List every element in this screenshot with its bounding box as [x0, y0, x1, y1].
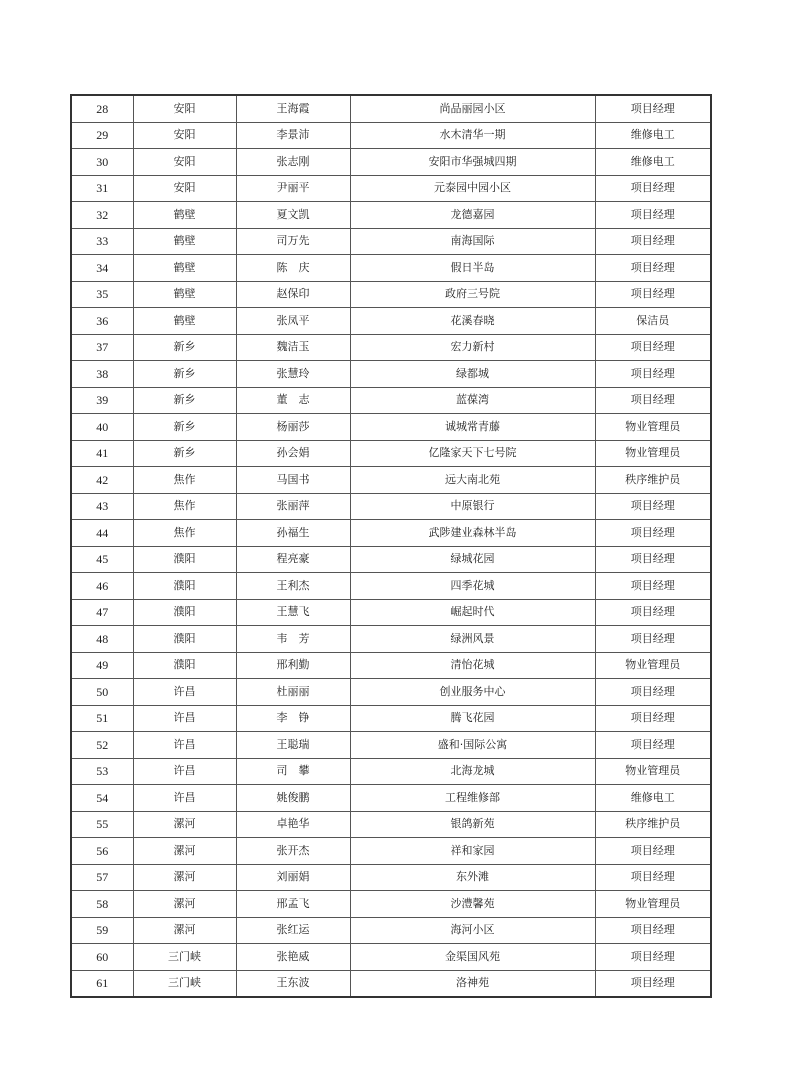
name-cell: 卓艳华 [236, 811, 350, 838]
row-number-cell: 60 [71, 944, 133, 971]
city-cell: 鹤壁 [133, 255, 236, 282]
city-cell: 安阳 [133, 122, 236, 149]
position-cell: 保洁员 [595, 308, 711, 335]
table-row [71, 652, 711, 679]
name-cell: 魏洁玉 [236, 334, 350, 361]
row-number-cell: 42 [71, 467, 133, 494]
table-row [71, 334, 711, 361]
property-cell: 水木清华一期 [350, 122, 595, 149]
row-number-cell: 35 [71, 281, 133, 308]
name-cell: 王利杰 [236, 573, 350, 600]
property-cell: 安阳市华强城四期 [350, 149, 595, 176]
position-cell: 物业管理员 [595, 758, 711, 785]
row-number-cell: 29 [71, 122, 133, 149]
row-number-cell: 49 [71, 652, 133, 679]
position-cell: 项目经理 [595, 705, 711, 732]
name-cell: 赵保印 [236, 281, 350, 308]
table-row [71, 255, 711, 282]
property-cell: 腾飞花园 [350, 705, 595, 732]
position-cell: 项目经理 [595, 387, 711, 414]
table-row [71, 95, 711, 122]
city-cell: 漯河 [133, 838, 236, 865]
property-cell: 清怡花城 [350, 652, 595, 679]
name-cell: 邢孟飞 [236, 891, 350, 918]
position-cell: 物业管理员 [595, 440, 711, 467]
property-cell: 绿洲风景 [350, 626, 595, 653]
row-number-cell: 33 [71, 228, 133, 255]
position-cell: 项目经理 [595, 175, 711, 202]
row-number-cell: 37 [71, 334, 133, 361]
name-cell: 张艳威 [236, 944, 350, 971]
position-cell: 项目经理 [595, 361, 711, 388]
name-cell: 陈 庆 [236, 255, 350, 282]
table-row [71, 493, 711, 520]
staff-list-table [70, 94, 712, 998]
property-cell: 政府三号院 [350, 281, 595, 308]
city-cell: 濮阳 [133, 546, 236, 573]
property-cell: 海河小区 [350, 917, 595, 944]
row-number-cell: 30 [71, 149, 133, 176]
name-cell: 马国书 [236, 467, 350, 494]
city-cell: 许昌 [133, 785, 236, 812]
name-cell: 张开杰 [236, 838, 350, 865]
row-number-cell: 47 [71, 599, 133, 626]
city-cell: 鹤壁 [133, 281, 236, 308]
property-cell: 尚品丽园小区 [350, 95, 595, 122]
property-cell: 创业服务中心 [350, 679, 595, 706]
position-cell: 项目经理 [595, 970, 711, 997]
name-cell: 董 志 [236, 387, 350, 414]
name-cell: 夏文凯 [236, 202, 350, 229]
row-number-cell: 45 [71, 546, 133, 573]
row-number-cell: 53 [71, 758, 133, 785]
position-cell: 物业管理员 [595, 652, 711, 679]
row-number-cell: 41 [71, 440, 133, 467]
row-number-cell: 55 [71, 811, 133, 838]
table-row [71, 440, 711, 467]
table-row [71, 122, 711, 149]
city-cell: 新乡 [133, 440, 236, 467]
position-cell: 项目经理 [595, 334, 711, 361]
position-cell: 项目经理 [595, 202, 711, 229]
property-cell: 元泰园中园小区 [350, 175, 595, 202]
name-cell: 李 铮 [236, 705, 350, 732]
city-cell: 濮阳 [133, 652, 236, 679]
city-cell: 三门峡 [133, 970, 236, 997]
city-cell: 漯河 [133, 864, 236, 891]
property-cell: 假日半岛 [350, 255, 595, 282]
table-row [71, 679, 711, 706]
table-row [71, 970, 711, 997]
city-cell: 漯河 [133, 917, 236, 944]
property-cell: 沙澧馨苑 [350, 891, 595, 918]
property-cell: 龙德嘉园 [350, 202, 595, 229]
city-cell: 许昌 [133, 732, 236, 759]
row-number-cell: 44 [71, 520, 133, 547]
position-cell: 秩序维护员 [595, 467, 711, 494]
property-cell: 宏力新村 [350, 334, 595, 361]
position-cell: 秩序维护员 [595, 811, 711, 838]
name-cell: 李景沛 [236, 122, 350, 149]
row-number-cell: 57 [71, 864, 133, 891]
name-cell: 司万先 [236, 228, 350, 255]
name-cell: 姚俊鹏 [236, 785, 350, 812]
property-cell: 中原银行 [350, 493, 595, 520]
name-cell: 邢利勤 [236, 652, 350, 679]
table-row [71, 891, 711, 918]
property-cell: 银鸽新苑 [350, 811, 595, 838]
position-cell: 物业管理员 [595, 414, 711, 441]
table-row [71, 467, 711, 494]
city-cell: 濮阳 [133, 626, 236, 653]
property-cell: 东外滩 [350, 864, 595, 891]
table-row [71, 228, 711, 255]
position-cell: 物业管理员 [595, 891, 711, 918]
property-cell: 金渠国风苑 [350, 944, 595, 971]
row-number-cell: 58 [71, 891, 133, 918]
position-cell: 项目经理 [595, 573, 711, 600]
position-cell: 项目经理 [595, 732, 711, 759]
property-cell: 蓝葆湾 [350, 387, 595, 414]
position-cell: 项目经理 [595, 679, 711, 706]
city-cell: 濮阳 [133, 573, 236, 600]
row-number-cell: 36 [71, 308, 133, 335]
name-cell: 张丽萍 [236, 493, 350, 520]
city-cell: 鹤壁 [133, 202, 236, 229]
row-number-cell: 50 [71, 679, 133, 706]
table-row [71, 387, 711, 414]
name-cell: 孙福生 [236, 520, 350, 547]
property-cell: 武陟建业森林半岛 [350, 520, 595, 547]
city-cell: 新乡 [133, 387, 236, 414]
table-row [71, 838, 711, 865]
row-number-cell: 46 [71, 573, 133, 600]
row-number-cell: 56 [71, 838, 133, 865]
row-number-cell: 31 [71, 175, 133, 202]
position-cell: 项目经理 [595, 228, 711, 255]
row-number-cell: 54 [71, 785, 133, 812]
table-row [71, 732, 711, 759]
table-row [71, 944, 711, 971]
city-cell: 安阳 [133, 95, 236, 122]
table-row [71, 785, 711, 812]
property-cell: 绿城花园 [350, 546, 595, 573]
property-cell: 祥和家园 [350, 838, 595, 865]
name-cell: 韦 芳 [236, 626, 350, 653]
row-number-cell: 52 [71, 732, 133, 759]
position-cell: 维修电工 [595, 149, 711, 176]
property-cell: 亿隆家天下七号院 [350, 440, 595, 467]
table-row [71, 758, 711, 785]
property-cell: 南海国际 [350, 228, 595, 255]
table-row [71, 626, 711, 653]
position-cell: 项目经理 [595, 520, 711, 547]
property-cell: 崛起时代 [350, 599, 595, 626]
position-cell: 项目经理 [595, 864, 711, 891]
city-cell: 鹤壁 [133, 308, 236, 335]
position-cell: 项目经理 [595, 626, 711, 653]
row-number-cell: 39 [71, 387, 133, 414]
position-cell: 项目经理 [595, 546, 711, 573]
name-cell: 张红运 [236, 917, 350, 944]
row-number-cell: 48 [71, 626, 133, 653]
row-number-cell: 43 [71, 493, 133, 520]
city-cell: 许昌 [133, 679, 236, 706]
table-row [71, 599, 711, 626]
property-cell: 洛神苑 [350, 970, 595, 997]
table-row [71, 520, 711, 547]
city-cell: 新乡 [133, 334, 236, 361]
name-cell: 司 攀 [236, 758, 350, 785]
name-cell: 程亮豪 [236, 546, 350, 573]
position-cell: 项目经理 [595, 599, 711, 626]
table-row [71, 811, 711, 838]
row-number-cell: 34 [71, 255, 133, 282]
position-cell: 项目经理 [595, 944, 711, 971]
table-row [71, 864, 711, 891]
table-row [71, 361, 711, 388]
name-cell: 孙会娟 [236, 440, 350, 467]
city-cell: 焦作 [133, 493, 236, 520]
city-cell: 安阳 [133, 175, 236, 202]
city-cell: 许昌 [133, 758, 236, 785]
name-cell: 张志刚 [236, 149, 350, 176]
table-row [71, 705, 711, 732]
table-row [71, 308, 711, 335]
property-cell: 远大南北苑 [350, 467, 595, 494]
city-cell: 漯河 [133, 811, 236, 838]
position-cell: 项目经理 [595, 255, 711, 282]
property-cell: 北海龙城 [350, 758, 595, 785]
city-cell: 许昌 [133, 705, 236, 732]
table-row [71, 175, 711, 202]
property-cell: 工程维修部 [350, 785, 595, 812]
name-cell: 王慧飞 [236, 599, 350, 626]
name-cell: 杜丽丽 [236, 679, 350, 706]
property-cell: 诚城常青藤 [350, 414, 595, 441]
city-cell: 漯河 [133, 891, 236, 918]
row-number-cell: 28 [71, 95, 133, 122]
name-cell: 张慧玲 [236, 361, 350, 388]
name-cell: 杨丽莎 [236, 414, 350, 441]
name-cell: 刘丽娟 [236, 864, 350, 891]
table-row [71, 917, 711, 944]
row-number-cell: 51 [71, 705, 133, 732]
row-number-cell: 61 [71, 970, 133, 997]
city-cell: 新乡 [133, 414, 236, 441]
name-cell: 王海霞 [236, 95, 350, 122]
property-cell: 四季花城 [350, 573, 595, 600]
position-cell: 维修电工 [595, 122, 711, 149]
property-cell: 盛和·国际公寓 [350, 732, 595, 759]
city-cell: 三门峡 [133, 944, 236, 971]
city-cell: 新乡 [133, 361, 236, 388]
name-cell: 王东波 [236, 970, 350, 997]
position-cell: 项目经理 [595, 838, 711, 865]
row-number-cell: 40 [71, 414, 133, 441]
position-cell: 项目经理 [595, 95, 711, 122]
position-cell: 维修电工 [595, 785, 711, 812]
name-cell: 张凤平 [236, 308, 350, 335]
table-row [71, 546, 711, 573]
table-row [71, 573, 711, 600]
table-row [71, 414, 711, 441]
table-row [71, 281, 711, 308]
city-cell: 安阳 [133, 149, 236, 176]
city-cell: 濮阳 [133, 599, 236, 626]
table-body [71, 95, 711, 997]
table-row [71, 202, 711, 229]
position-cell: 项目经理 [595, 493, 711, 520]
position-cell: 项目经理 [595, 281, 711, 308]
city-cell: 焦作 [133, 520, 236, 547]
city-cell: 鹤壁 [133, 228, 236, 255]
row-number-cell: 32 [71, 202, 133, 229]
table-row [71, 149, 711, 176]
property-cell: 绿都城 [350, 361, 595, 388]
row-number-cell: 38 [71, 361, 133, 388]
position-cell: 项目经理 [595, 917, 711, 944]
property-cell: 花溪春晓 [350, 308, 595, 335]
name-cell: 王聪瑞 [236, 732, 350, 759]
name-cell: 尹丽平 [236, 175, 350, 202]
row-number-cell: 59 [71, 917, 133, 944]
city-cell: 焦作 [133, 467, 236, 494]
